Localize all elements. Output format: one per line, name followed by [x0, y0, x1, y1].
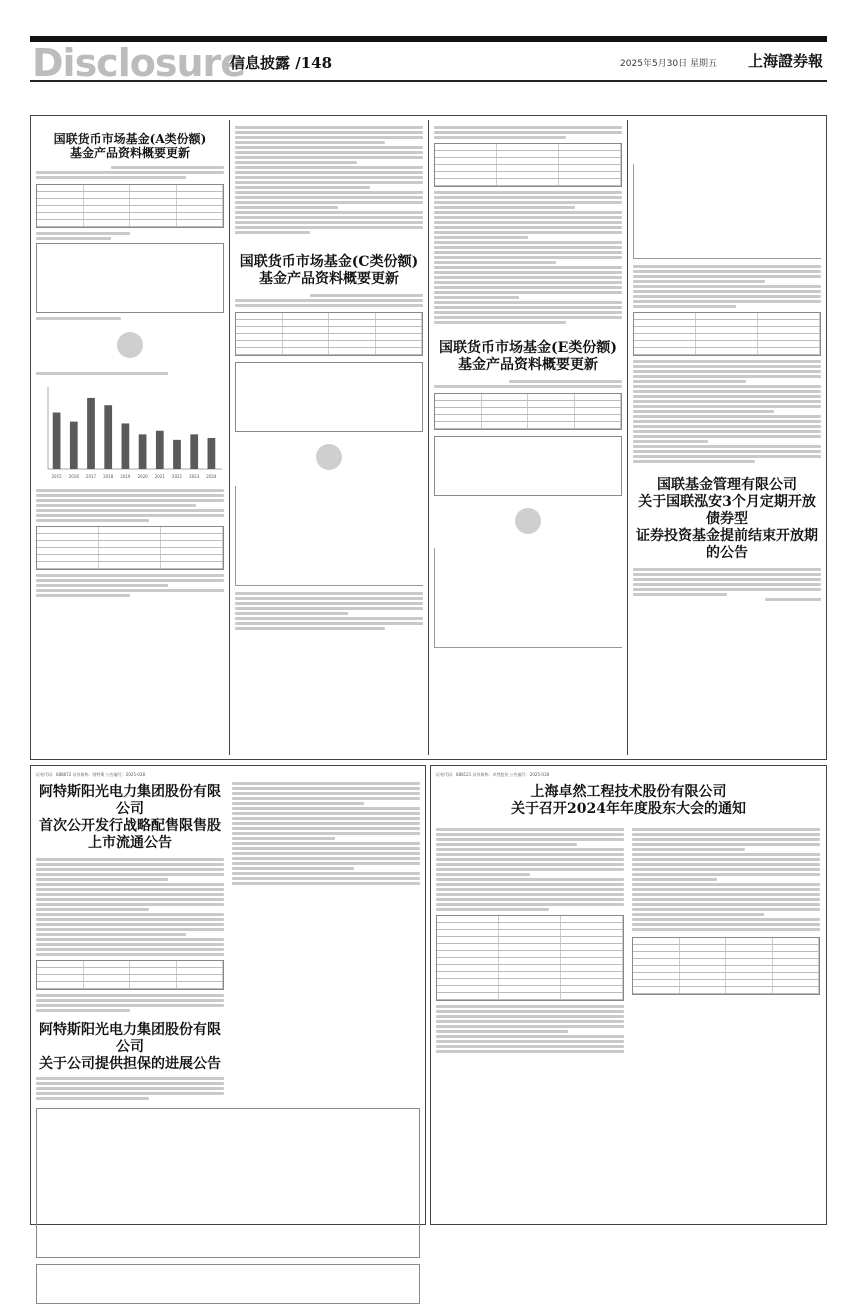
- notice-a-title: 基金产品资料概要更新: [69, 146, 190, 160]
- chart-tick-label: 2024: [206, 474, 217, 479]
- chart-bar: [208, 438, 216, 469]
- upper-col-divider-1: [229, 120, 230, 755]
- performance-bar-chart: [36, 381, 224, 481]
- brand-logo: Disclosure: [32, 41, 246, 85]
- notice-e-title: 基金产品资料概要更新: [458, 357, 598, 373]
- gl-title-2: 证券投资基金提前结束开放期的公告: [636, 528, 818, 561]
- proxy-table: [632, 937, 820, 995]
- zhuoran-header: 证券代码：688121 证券简称：卓然股份 公告编号：2025-018: [436, 772, 550, 777]
- chart-tick-label: 2022: [171, 474, 183, 479]
- ashn2-title: 关于公司提供担保的进展公告: [39, 1056, 221, 1072]
- fee-table-c: [434, 143, 622, 187]
- strategy-table-e: [434, 436, 622, 496]
- chart-tick-label: 2015: [51, 474, 62, 479]
- notice-a-fund: 国联货币市场基金(A类份额): [53, 132, 207, 146]
- masthead: [30, 41, 827, 85]
- shareholder-table: [36, 1108, 420, 1258]
- notice-c-title: 基金产品资料概要更新: [259, 271, 399, 287]
- notice-ashn: [36, 772, 420, 1304]
- product-table: [36, 184, 224, 228]
- chart-bar: [87, 398, 95, 469]
- notice-gl-col: [633, 124, 821, 603]
- gl-title-1: 关于国联泓安3个月定期开放债券型: [638, 494, 816, 527]
- notice-zhuoran: [436, 772, 821, 1055]
- proposal-table: [436, 915, 624, 1001]
- chart-bar: [70, 422, 78, 469]
- chart-tick-label: 2019: [120, 474, 131, 479]
- product-table-e: [434, 393, 622, 430]
- paper-name: 上海證券報: [747, 52, 823, 70]
- strategy-table-c: [235, 362, 423, 432]
- performance-chart-e2: [633, 164, 821, 259]
- notice-c-fund: 国联货币市场基金(C类份额): [239, 254, 419, 270]
- chart-tick-label: 2023: [189, 474, 200, 479]
- ashn2-company: 阿特斯阳光电力集团股份有限公司: [39, 1022, 221, 1055]
- asset-pie: [117, 332, 143, 358]
- ashn-header: 证券代码：688672 证券简称：阿特斯 公告编号：2025-028: [36, 772, 146, 777]
- asset-pie-c: [316, 444, 342, 470]
- chart-tick-label: 2018: [103, 474, 114, 479]
- upper-col-divider-3: [627, 120, 628, 755]
- chart-bar: [104, 405, 112, 469]
- issue-date: 2025年5月30日 星期五: [620, 59, 717, 69]
- section-title: 信息披露 /148: [230, 54, 333, 72]
- zhuoran-title: 关于召开2024年年度股东大会的通知: [511, 801, 746, 817]
- asset-pie-e: [515, 508, 541, 534]
- notice-a-class: [36, 124, 224, 599]
- lockup-table: [36, 960, 224, 990]
- chart-bar: [190, 434, 198, 469]
- ashn-title-1: 首次公开发行战略配售限售股: [39, 818, 221, 834]
- chart-tick-label: 2016: [68, 474, 79, 479]
- gl-company: 国联基金管理有限公司: [657, 477, 797, 493]
- chart-bar: [156, 431, 164, 469]
- notice-e-fund: 国联货币市场基金(E类份额): [439, 340, 617, 356]
- ashn-company: 阿特斯阳光电力集团股份有限公司: [39, 784, 221, 817]
- performance-chart-c: [235, 486, 423, 586]
- notice-e-class-col: [434, 124, 622, 648]
- upper-col-divider-2: [428, 120, 429, 755]
- chart-tick-label: 2020: [137, 474, 148, 479]
- notice-c-class-col: [235, 124, 423, 632]
- performance-chart-e: [434, 548, 622, 648]
- ashn-title-2: 上市流通公告: [88, 835, 172, 851]
- chart-bar: [173, 440, 181, 469]
- fee-table-e: [633, 312, 821, 356]
- chart-bar: [122, 423, 130, 469]
- product-table-c: [235, 312, 423, 356]
- fee-table: [36, 526, 224, 570]
- strategy-table: [36, 243, 224, 313]
- chart-tick-label: 2021: [154, 474, 165, 479]
- chart-bar: [139, 434, 147, 469]
- zhuoran-company: 上海卓然工程技术股份有限公司: [530, 784, 727, 800]
- chart-tick-label: 2017: [85, 474, 97, 479]
- chart-bar: [53, 413, 61, 469]
- guarantee-table: [36, 1264, 420, 1304]
